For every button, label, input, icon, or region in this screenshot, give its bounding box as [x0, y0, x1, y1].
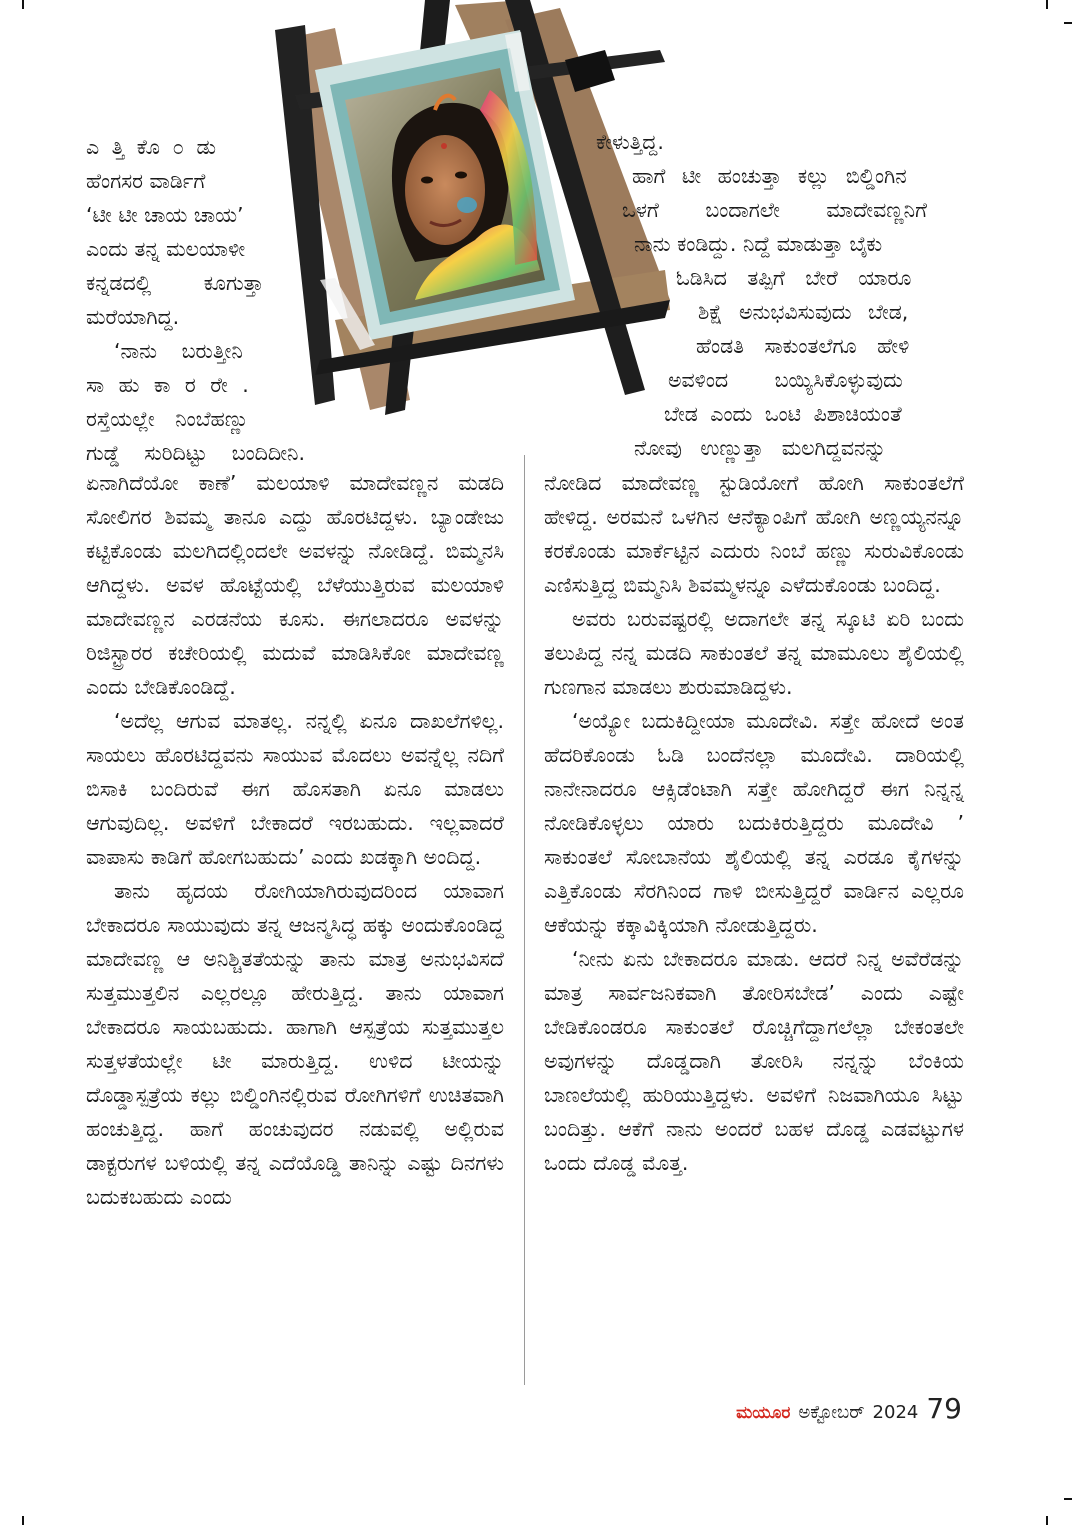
paragraph: ‘ಅದೆಲ್ಲ ಆಗುವ ಮಾತಲ್ಲ. ನನ್ನಲ್ಲಿ ಏನೂ ದಾಖಲೆಗಳಿಲ್ಲ. ಸಾಯಲು ಹೊರಟಿದ್ದವನು ಸಾಯುವ ಮೊದಲು ಅವನ್ನೆಲ್ಲ ನದಿಗೆ ಬಿಸಾಕಿ ಬಂದಿರುವೆ ಈಗ ಹೊಸತಾಗಿ ಏನೂ ಮಾಡಲು ಆಗುವುದಿಲ್ಲ. ಅವಳಿಗೆ ಬೇಕಾದರೆ ಇರಬಹುದು. ಇಲ್ಲವಾದರೆ ವಾಪಾಸು ಕಾಡಿಗೆ ಹೋಗಬಹುದು’ ಎಂದು ಖಡಕ್ಕಾಗಿ ಅಂದಿದ್ದ. — [86, 709, 504, 869]
page-number: 79 — [926, 1392, 962, 1425]
article-right-column — [544, 466, 964, 1180]
crop-mark-top-left — [22, 0, 24, 9]
paragraph: ‘ಅಯ್ಯೋ ಬದುಕಿದ್ದೀಯಾ ಮೂದೇವಿ. ಸತ್ತೇ ಹೋದೆ ಅಂತ ಹೆದರಿಕೊಂಡು ಓಡಿ ಬಂದೆನಲ್ಲಾ ಮೂದೇವಿ. ದಾರಿಯಲ್ಲಿ ನಾನೇನಾದರೂ ಆಕ್ಸಿಡೆಂಟಾಗಿ ಸತ್ತೇ ಹೋಗಿದ್ದರೆ ಈಗ ನಿನ್ನನ್ನ ನೋಡಿಕೊಳ್ಳಲು ಯಾರು ಬದುಕಿರುತ್ತಿದ್ದರು ಮೂದೇವಿ ’ ಸಾಕುಂತಲೆ ಸೋಬಾನೆಯ ಶೈಲಿಯಲ್ಲಿ ತನ್ನ ಎರಡೂ ಕೈಗಳನ್ನು ಎತ್ತಿಕೊಂಡು ಸೆರಗಿನಿಂದ ಗಾಳಿ ಬೀಸುತ್ತಿದ್ದರೆ ವಾರ್ಡಿನ ಎಲ್ಲರೂ ಆಕೆಯನ್ನು ಕಕ್ಕಾವಿಕ್ಕಿಯಾಗಿ ನೋಡುತ್ತಿದ್ದರು. — [544, 709, 964, 937]
text-line: ಗುಡ್ಡೆ ಸುರಿದಿಟ್ಟು ಬಂದಿದೀನಿ. — [86, 441, 305, 465]
column-divider — [524, 455, 525, 1385]
text-line: ಬೇಡ ಎಂದು ಒಂಟಿ ಪಿಶಾಚಿಯಂತೆ — [664, 402, 902, 426]
article-left-column — [86, 466, 504, 1214]
text-line: ಹೆಂಡತಿ ಸಾಕುಂತಲೆಗೂ ಹೇಳಿ — [696, 334, 910, 358]
text-line: ಮರೆಯಾಗಿದ್ದ. — [86, 305, 180, 329]
paragraph: ಅವರು ಬರುವಷ್ಟರಲ್ಲಿ ಅದಾಗಲೇ ತನ್ನ ಸ್ಕೂಟಿ ಏರಿ ಬಂದು ತಲುಪಿದ್ದ ನನ್ನ ಮಡದಿ ಸಾಕುಂತಲೆ ತನ್ನ ಮಾಮೂಲು ಶೈಲಿಯಲ್ಲಿ ಗುಣಗಾನ ಮಾಡಲು ಶುರುಮಾಡಿದ್ದಳು. — [544, 607, 964, 699]
text-line: ಹೆಂಗಸರ ವಾರ್ಡಿಗೆ — [86, 169, 206, 193]
text-line: ಅವಳಿಂದ ಬಯ್ಯಿಸಿಕೊಳ್ಳುವುದು — [668, 368, 903, 392]
text-line: ಹಾಗೆ ಟೀ ಹಂಚುತ್ತಾ ಕಲ್ಲು ಬಿಲ್ಡಿಂಗಿನ — [632, 164, 907, 188]
text-line: ನೋವು ಉಣ್ಣುತ್ತಾ ಮಲಗಿದ್ದವನನ್ನು — [634, 436, 887, 460]
paragraph: ತಾನು ಹೃದಯ ರೋಗಿಯಾಗಿರುವುದರಿಂದ ಯಾವಾಗ ಬೇಕಾದರೂ ಸಾಯುವುದು ತನ್ನ ಆಜನ್ಮಸಿದ್ಧ ಹಕ್ಕು ಅಂದುಕೊಂಡಿದ್ದ ಮಾದೇವಣ್ಣ ಆ ಅನಿಶ್ಚಿತತೆಯನ್ನು ತಾನು ಮಾತ್ರ ಅನುಭವಿಸದೆ ಸುತ್ತಮುತ್ತಲಿನ ಎಲ್ಲರಲ್ಲೂ ಹೇರುತ್ತಿದ್ದ. ತಾನು ಯಾವಾಗ ಬೇಕಾದರೂ ಸಾಯಬಹುದು. ಹಾಗಾಗಿ ಆಸ್ಪತ್ರೆಯ ಸುತ್ತಮುತ್ತಲ ಸುತ್ತಳತೆಯಲ್ಲೇ ಟೀ ಮಾರುತ್ತಿದ್ದ. ಉಳಿದ ಟೀಯನ್ನು ದೊಡ್ಡಾಸ್ಪತ್ರೆಯ ಕಲ್ಲು ಬಿಲ್ಡಿಂಗಿನಲ್ಲಿರುವ ರೋಗಿಗಳಿಗೆ ಉಚಿತವಾಗಿ ಹಂಚುತ್ತಿದ್ದ. ಹಾಗೆ ಹಂಚುವುದರ ನಡುವಲ್ಲಿ ಅಲ್ಲಿರುವ ಡಾಕ್ಟರುಗಳ ಬಳಿಯಲ್ಲಿ ತನ್ನ ಎದೆಯೊಡ್ಡಿ ತಾನಿನ್ನು ಎಷ್ಟು ದಿನಗಳು ಬದುಕಬಹುದು ಎಂದು — [86, 879, 504, 1209]
crop-mark-bottom-right — [1046, 1516, 1048, 1525]
text-line: ಕೇಳುತ್ತಿದ್ದ. — [596, 130, 664, 154]
paragraph: ನೋಡಿದ ಮಾದೇವಣ್ಣ ಸ್ಟುಡಿಯೋಗೆ ಹೋಗಿ ಸಾಕುಂತಲೆಗೆ ಹೇಳಿದ್ದ. ಅರಮನೆ ಒಳಗಿನ ಆನೆಕ್ಯಾಂಪಿಗೆ ಹೋಗಿ ಅಣ್ಣಯ್ಯನನ್ನೂ ಕರಕೊಂಡು ಮಾರ್ಕೆಟ್ಟಿನ ಎದುರು ನಿಂಬೆ ಹಣ್ಣು ಸುರುವಿಕೊಂಡು ಎಣಿಸುತ್ತಿದ್ದ ಬಿಮ್ಮನಿಸಿ ಶಿವಮ್ಮಳನ್ನೂ ಎಳೆದುಕೊಂಡು ಬಂದಿದ್ದ. — [544, 471, 964, 597]
issue-year: 2024 — [872, 1402, 919, 1423]
text-line: ಕನ್ನಡದಲ್ಲಿ ಕೂಗುತ್ತಾ — [86, 271, 264, 295]
article-intro-left — [86, 130, 331, 470]
text-line: ಶಿಕ್ಷೆ ಅನುಭವಿಸುವುದು ಬೇಡ, — [698, 300, 909, 324]
framed-portrait-image — [275, 0, 675, 420]
crop-mark-right-lower — [1064, 1498, 1072, 1500]
crop-mark-top-right — [1046, 0, 1048, 9]
paragraph: ಏನಾಗಿದೆಯೋ ಕಾಣೆ’ ಮಲಯಾಳಿ ಮಾದೇವಣ್ಣನ ಮಡದಿ ಸೋಲಿಗರ ಶಿವಮ್ಮ ತಾನೂ ಎದ್ದು ಹೊರಟಿದ್ದಳು. ಬ್ಯಾಂಡೇಜು ಕಟ್ಟಿಕೊಂಡು ಮಲಗಿದಲ್ಲಿಂದಲೇ ಅವಳನ್ನು ನೋಡಿದ್ದೆ. ಬಿಮ್ಮನಸಿ ಆಗಿದ್ದಳು. ಅವಳ ಹೊಟ್ಟೆಯಲ್ಲಿ ಬೆಳೆಯುತ್ತಿರುವ ಮಲಯಾಳಿ ಮಾದೇವಣ್ಣನ ಎರಡನೆಯ ಕೂಸು. ಈಗಲಾದರೂ ಅವಳನ್ನು ರಿಜಿಸ್ಟ್ರಾರರ ಕಚೇರಿಯಲ್ಲಿ ಮದುವೆ ಮಾಡಿಸಿಕೋ ಮಾದೇವಣ್ಣ ಎಂದು ಬೇಡಿಕೊಂಡಿದ್ದೆ. — [86, 471, 504, 699]
text-line: ನಾನು ಕಂಡಿದ್ದು. ನಿದ್ದೆ ಮಾಡುತ್ತಾ ಬೈಕು — [634, 232, 883, 256]
text-line: ಸಾ ಹು ಕಾ ರ ರೇ . — [86, 373, 253, 397]
text-line: ಎ ತ್ತಿ ಕೊ ೦ ಡು — [86, 135, 220, 159]
paragraph: ‘ನೀನು ಏನು ಬೇಕಾದರೂ ಮಾಡು. ಆದರೆ ನಿನ್ನ ಅವೆರೆಡನ್ನು ಮಾತ್ರ ಸಾರ್ವಜನಿಕವಾಗಿ ತೋರಿಸಬೇಡ’ ಎಂದು ಎಷ್ಟೇ ಬೇಡಿಕೊಂಡರೂ ಸಾಕುಂತಲೆ ರೊಚ್ಚಿಗೆದ್ದಾಗಲೆಲ್ಲಾ ಬೇಕಂತಲೇ ಅವುಗಳನ್ನು ದೊಡ್ಡದಾಗಿ ತೋರಿಸಿ ನನ್ನನ್ನು ಬೆಂಕಿಯ ಬಾಣಲೆಯಲ್ಲಿ ಹುರಿಯುತ್ತಿದ್ದಳು. ಅವಳಿಗೆ ನಿಜವಾಗಿಯೂ ಸಿಟ್ಟು ಬಂದಿತ್ತು. ಆಕೆಗೆ ನಾನು ಅಂದರೆ ಬಹಳ ದೊಡ್ಡ ಎಡವಟ್ಟುಗಳ ಒಂದು ದೊಡ್ಡ ಮೊತ್ತ. — [544, 947, 964, 1175]
crop-mark-bottom-left — [22, 1516, 24, 1525]
text-line: ಓಡಿಸಿದ ತಪ್ಪಿಗೆ ಬೇರೆ ಯಾರೂ — [676, 266, 912, 290]
story-illustration — [275, 0, 675, 420]
crop-mark-right-upper — [1064, 22, 1072, 24]
issue-month: ಅಕ್ಟೋಬರ್ — [798, 1402, 865, 1423]
text-line: ರಸ್ತೆಯಲ್ಲೇ ನಿಂಬೆಹಣ್ಣು — [86, 407, 249, 431]
text-line: ಒಳಗೆ ಬಂದಾಗಲೇ ಮಾದೇವಣ್ಣನಿಗೆ — [622, 198, 927, 222]
text-line: ಎಂದು ತನ್ನ ಮಲಯಾಳೀ — [86, 237, 246, 261]
text-line: ‘ಟೀ ಟೀ ಚಾಯ ಚಾಯ’ — [86, 203, 244, 227]
page-footer — [736, 1392, 962, 1426]
text-line: ‘ನಾನು ಬರುತ್ತೀನಿ — [114, 339, 243, 363]
magazine-brand-logo: ಮಯೂರ — [736, 1403, 791, 1423]
